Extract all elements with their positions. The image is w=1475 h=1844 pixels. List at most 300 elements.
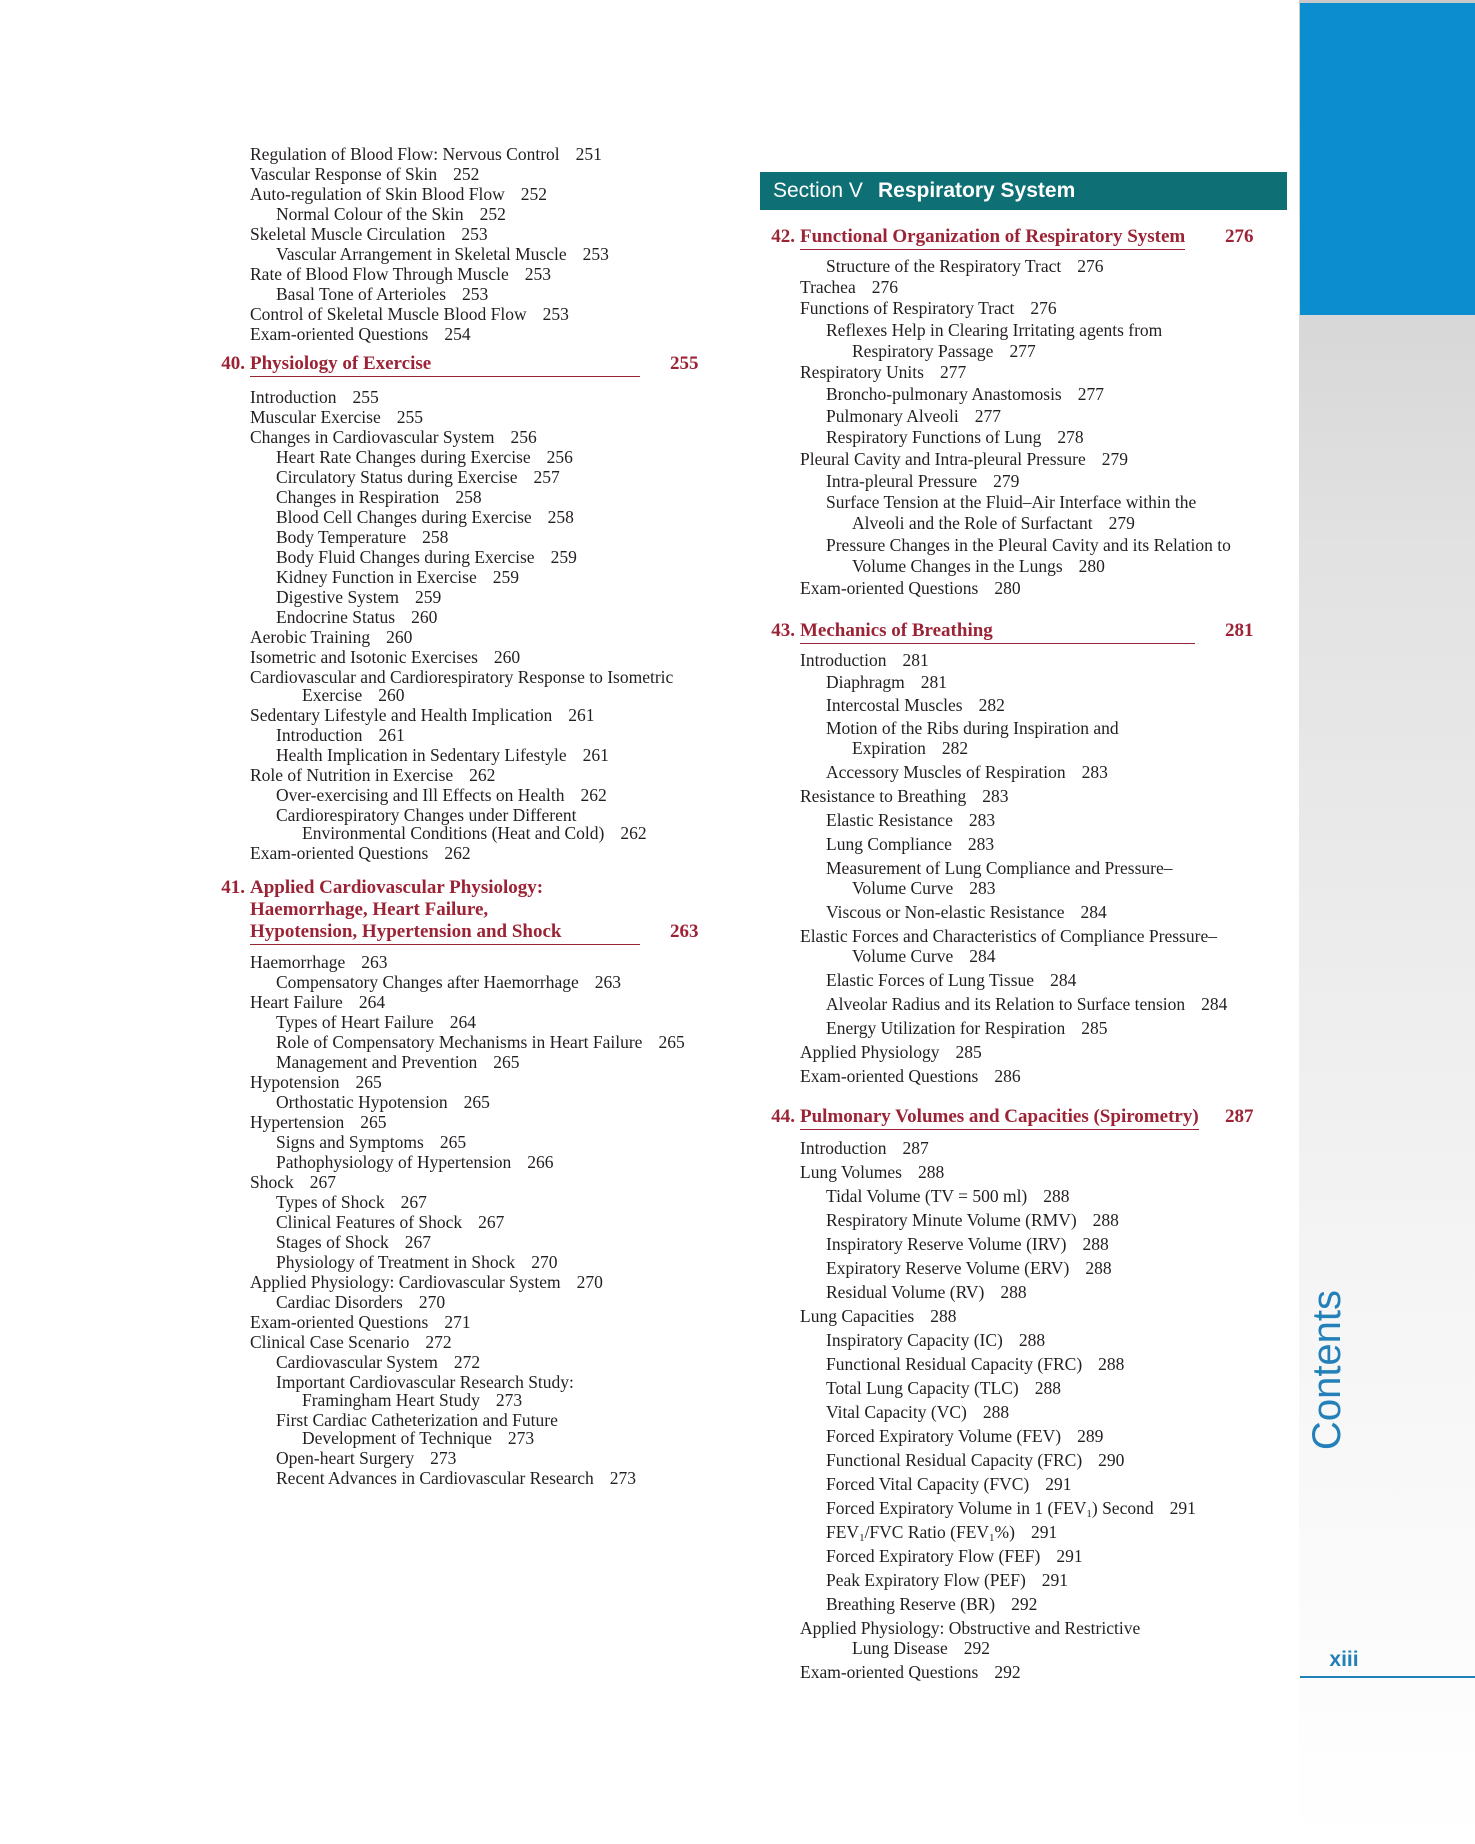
toc-page-number: 273 — [430, 1448, 457, 1468]
toc-page-number: 288 — [1085, 1258, 1112, 1278]
toc-entry[interactable] — [250, 427, 537, 447]
toc-entry[interactable] — [276, 1092, 490, 1112]
toc-entry-text: Blood Cell Changes during Exercise — [276, 507, 532, 527]
toc-entry-text: Types of Shock — [276, 1192, 385, 1212]
toc-entry[interactable] — [250, 184, 547, 204]
toc-page-number: 258 — [422, 527, 449, 547]
toc-entry[interactable] — [826, 1570, 1068, 1590]
toc-entry[interactable] — [826, 1594, 1037, 1614]
toc-entry-text: Stages of Shock — [276, 1232, 389, 1252]
toc-page-number: 279 — [993, 471, 1020, 491]
toc-page-number: 255 — [396, 407, 423, 427]
toc-page-number: 283 — [967, 834, 995, 854]
toc-page-number: 260 — [493, 647, 521, 667]
toc-entry[interactable] — [276, 725, 405, 745]
side-label — [1302, 1280, 1352, 1460]
toc-entry[interactable] — [826, 1546, 1083, 1566]
toc-entry[interactable] — [276, 507, 574, 527]
toc-entry-text: Health Implication in Sedentary Lifestyle — [276, 745, 567, 765]
toc-entry-text: Compensatory Changes after Haemorrhage — [276, 972, 579, 992]
toc-page-number: 260 — [411, 607, 438, 627]
toc-entry[interactable] — [826, 1186, 1070, 1206]
toc-entry[interactable] — [250, 992, 385, 1012]
toc-entry[interactable] — [826, 1498, 1196, 1518]
toc-entry[interactable] — [276, 487, 482, 507]
toc-entry-text: Alveoli and the Role of Surfactant — [852, 513, 1093, 533]
toc-page-number: 288 — [917, 1162, 945, 1182]
toc-entry-text: Kidney Function in Exercise — [276, 567, 477, 587]
toc-entry-text: 1 — [989, 1532, 995, 1544]
toc-page-number: 286 — [994, 1066, 1021, 1086]
toc-page-number: 255 — [352, 387, 379, 407]
toc-page-number: 265 — [493, 1052, 520, 1072]
toc-entry-text: Respiratory Units — [800, 362, 924, 382]
toc-entry-text: Elastic Forces and Characteristics of Compliance Pressure– — [800, 926, 1217, 946]
toc-entry-text: Over-exercising and Ill Effects on Health — [276, 785, 565, 805]
toc-page-number: 251 — [575, 144, 602, 164]
toc-entry-text: Respiratory Minute Volume (RMV) — [826, 1210, 1077, 1230]
toc-entry[interactable] — [826, 471, 1019, 491]
toc-entry[interactable] — [276, 1410, 558, 1430]
toc-page-number: 273 — [507, 1428, 535, 1448]
toc-entry[interactable] — [826, 902, 1107, 922]
toc-page-number: 288 — [982, 1402, 1010, 1422]
toc-entry-text: Normal Colour of the Skin — [276, 204, 464, 224]
toc-entry[interactable] — [276, 527, 448, 547]
toc-page-number: 264 — [449, 1012, 476, 1032]
toc-page-number: 281 — [920, 672, 947, 692]
toc-entry[interactable] — [250, 667, 673, 687]
toc-entry[interactable] — [800, 1042, 982, 1062]
toc-page-number: 265 — [658, 1032, 685, 1052]
toc-entry-text: Body Fluid Changes during Exercise — [276, 547, 535, 567]
toc-entry[interactable] — [826, 1354, 1124, 1374]
chapter-heading-41[interactable]: 41. Applied Cardiovascular Physiology: Haemorrhage, Heart Failure, Hypotension, Hypertension and Shock 263 — [205, 877, 725, 943]
toc-page-number: 256 — [546, 447, 573, 467]
toc-page-number: 290 — [1098, 1450, 1125, 1470]
toc-entry[interactable] — [250, 952, 387, 972]
toc-entry[interactable] — [276, 284, 488, 304]
toc-entry-text: Motion of the Ribs during Inspiration and — [826, 718, 1119, 738]
toc-entry-text: Residual Volume (RV) — [826, 1282, 985, 1302]
toc-entry-text: Surface Tension at the Fluid–Air Interface within the — [826, 492, 1197, 512]
toc-entry[interactable] — [276, 447, 573, 467]
toc-entry-text: Digestive System — [276, 587, 399, 607]
toc-page-number: 267 — [400, 1192, 427, 1212]
section-tab — [1300, 3, 1475, 315]
toc-entry[interactable] — [826, 970, 1076, 990]
toc-entry[interactable] — [800, 1306, 956, 1326]
toc-page-number: 276 — [871, 277, 898, 297]
toc-entry-text: Open-heart Surgery — [276, 1448, 415, 1468]
toc-page-number: 288 — [1034, 1378, 1061, 1398]
toc-entry-text: Measurement of Lung Compliance and Pressure– — [826, 858, 1173, 878]
toc-entry[interactable] — [800, 578, 1021, 598]
toc-entry[interactable] — [276, 587, 441, 607]
toc-entry-continued[interactable] — [302, 823, 647, 843]
toc-page-number: 291 — [1169, 1498, 1196, 1518]
toc-page-number: 259 — [550, 547, 577, 567]
toc-page-number: 261 — [378, 725, 405, 745]
toc-entry[interactable] — [800, 1066, 1021, 1086]
toc-entry-text: Skeletal Muscle Circulation — [250, 224, 446, 244]
toc-page-number: 283 — [1081, 762, 1108, 782]
toc-page-number: 272 — [453, 1352, 481, 1372]
toc-entry-continued[interactable] — [852, 738, 968, 758]
toc-entry[interactable] — [276, 785, 607, 805]
toc-entry[interactable] — [800, 786, 1008, 806]
toc-page-number: 270 — [531, 1252, 558, 1272]
toc-page-number: 288 — [1000, 1282, 1027, 1302]
toc-page-number: 291 — [1041, 1570, 1069, 1590]
toc-entry-continued[interactable] — [852, 341, 1036, 361]
toc-page-number: 284 — [1050, 970, 1077, 990]
toc-entry[interactable] — [826, 256, 1103, 276]
toc-entry[interactable] — [250, 627, 412, 647]
toc-entry[interactable] — [826, 762, 1108, 782]
toc-page-number: 252 — [479, 204, 506, 224]
toc-entry[interactable] — [800, 650, 929, 670]
toc-entry-text: First Cardiac Catheterization and Future — [276, 1410, 558, 1430]
toc-page-number: 273 — [495, 1390, 523, 1410]
toc-entry[interactable] — [826, 1210, 1119, 1230]
toc-page-number: 292 — [963, 1638, 990, 1658]
toc-entry-text: Resistance to Breathing — [800, 786, 967, 806]
toc-entry[interactable] — [250, 1312, 471, 1332]
toc-entry-text: Diaphragm — [826, 672, 905, 692]
toc-entry-text: Circulatory Status during Exercise — [276, 467, 518, 487]
toc-entry-text: Forced Expiratory Volume (FEV) — [826, 1426, 1062, 1446]
toc-entry-text: Accessory Muscles of Respiration — [826, 762, 1066, 782]
toc-page-number: 265 — [360, 1112, 387, 1132]
toc-entry[interactable] — [800, 298, 1057, 318]
toc-entry[interactable] — [250, 304, 569, 324]
toc-entry[interactable] — [250, 1172, 336, 1192]
toc-entry-text: Changes in Cardiovascular System — [250, 427, 495, 447]
toc-page-number: 262 — [580, 785, 607, 805]
toc-entry[interactable] — [276, 1212, 504, 1232]
toc-page-number: 261 — [568, 705, 595, 725]
toc-entry[interactable] — [800, 1618, 1140, 1638]
toc-entry-text: Cardiorespiratory Changes under Different — [276, 805, 577, 825]
toc-entry-text: Reflexes Help in Clearing Irritating agents from — [826, 320, 1163, 340]
toc-entry[interactable] — [276, 547, 577, 567]
toc-entry-continued[interactable] — [852, 878, 996, 898]
toc-page-number: 264 — [358, 992, 386, 1012]
toc-entry[interactable] — [276, 607, 437, 627]
toc-entry[interactable] — [800, 277, 898, 297]
toc-entry[interactable] — [250, 1272, 603, 1292]
toc-page-number: 276 — [1077, 256, 1104, 276]
toc-entry-text: Haemorrhage — [250, 952, 346, 972]
toc-entry-text: Applied Physiology — [800, 1042, 940, 1062]
toc-entry[interactable] — [276, 204, 506, 224]
toc-page-number: 270 — [418, 1292, 446, 1312]
toc-entry-text: Exam-oriented Questions — [250, 843, 429, 863]
toc-entry-continued[interactable] — [302, 1390, 522, 1410]
toc-entry-text: Exam-oriented Questions — [250, 1312, 429, 1332]
toc-entry-text: Introduction — [276, 725, 363, 745]
toc-entry[interactable] — [826, 427, 1084, 447]
toc-entry-text: Alveolar Radius and its Relation to Surface tension — [826, 994, 1186, 1014]
toc-entry-text: Inspiratory Reserve Volume (IRV) — [826, 1234, 1067, 1254]
toc-entry[interactable] — [276, 1352, 480, 1372]
toc-entry-text: Sedentary Lifestyle and Health Implication — [250, 705, 553, 725]
toc-entry[interactable] — [250, 407, 423, 427]
side-label-text: Contents — [1305, 1289, 1349, 1451]
toc-entry[interactable] — [826, 1402, 1009, 1422]
toc-entry-text: Heart Failure — [250, 992, 343, 1012]
toc-page-number: 265 — [439, 1132, 467, 1152]
toc-entry[interactable] — [250, 647, 520, 667]
toc-entry-text: Cardiac Disorders — [276, 1292, 403, 1312]
toc-entry-text: Hypertension — [250, 1112, 345, 1132]
toc-page-number: 279 — [1108, 513, 1135, 533]
toc-page-number: 280 — [1078, 556, 1105, 576]
toc-entry-text: Respiratory Passage — [852, 341, 994, 361]
toc-entry[interactable] — [826, 1234, 1109, 1254]
toc-entry-text: FEV — [826, 1522, 860, 1542]
toc-entry[interactable] — [250, 765, 495, 785]
toc-entry[interactable] — [250, 1072, 382, 1092]
toc-page-number: 267 — [404, 1232, 432, 1252]
toc-page-number: 253 — [461, 224, 488, 244]
toc-page-number: 253 — [524, 264, 552, 284]
toc-entry[interactable] — [276, 1252, 557, 1272]
toc-entry-text: Exam-oriented Questions — [800, 1066, 979, 1086]
toc-entry[interactable] — [800, 449, 1128, 469]
toc-entry[interactable] — [826, 1378, 1061, 1398]
toc-entry[interactable] — [276, 805, 576, 825]
toc-page-number: 283 — [968, 810, 996, 830]
toc-entry-text: Respiratory Functions of Lung — [826, 427, 1042, 447]
toc-entry[interactable] — [250, 264, 551, 284]
toc-entry-continued[interactable] — [302, 685, 405, 705]
toc-entry-text: Vital Capacity (VC) — [826, 1402, 967, 1422]
toc-entry[interactable] — [826, 672, 947, 692]
toc-entry[interactable] — [250, 164, 479, 184]
toc-entry-text: Signs and Symptoms — [276, 1132, 424, 1152]
toc-entry[interactable] — [250, 144, 602, 164]
toc-entry[interactable] — [276, 567, 519, 587]
toc-entry[interactable] — [826, 492, 1196, 512]
toc-page-number: 277 — [939, 362, 967, 382]
toc-entry-text: Applied Physiology: Obstructive and Restrictive — [800, 1618, 1141, 1638]
toc-entry[interactable] — [276, 972, 621, 992]
toc-entry[interactable] — [826, 834, 994, 854]
toc-page-number: 256 — [510, 427, 537, 447]
toc-entry-text: Intercostal Muscles — [826, 695, 963, 715]
chapter-heading-44[interactable]: 44. Pulmonary Volumes and Capacities (Spirometry) 287 — [755, 1106, 1288, 1130]
toc-page-number: 289 — [1077, 1426, 1104, 1446]
toc-page-number: 265 — [463, 1092, 490, 1112]
toc-entry-text: %) — [994, 1522, 1015, 1542]
section-title: Respiratory System — [878, 179, 1076, 202]
toc-entry[interactable] — [250, 843, 471, 863]
toc-entry[interactable] — [276, 1132, 466, 1152]
toc-entry-text: Vascular Arrangement in Skeletal Muscle — [276, 244, 567, 264]
toc-entry[interactable] — [800, 1138, 929, 1158]
toc-entry[interactable] — [826, 858, 1173, 878]
toc-entry[interactable] — [800, 926, 1217, 946]
page-number — [1300, 1648, 1475, 1678]
toc-page-number: 291 — [1056, 1546, 1083, 1566]
toc-entry[interactable] — [250, 224, 488, 244]
toc-entry[interactable] — [250, 324, 471, 344]
toc-entry-continued[interactable] — [852, 513, 1135, 533]
toc-entry-text: /FVC Ratio (FEV — [864, 1522, 990, 1542]
toc-entry-text: Forced Expiratory Flow (FEF) — [826, 1546, 1041, 1566]
toc-entry[interactable] — [276, 1232, 431, 1252]
toc-entry[interactable] — [826, 994, 1227, 1014]
toc-entry-text: Auto-regulation of Skin Blood Flow — [250, 184, 505, 204]
toc-entry[interactable] — [826, 320, 1162, 340]
page-number-rule — [1300, 1676, 1475, 1678]
toc-page-number: 259 — [414, 587, 442, 607]
toc-page-number: 284 — [1201, 994, 1228, 1014]
toc-entry[interactable] — [826, 695, 1005, 715]
toc-page-number: 291 — [1030, 1522, 1058, 1542]
toc-page-number: 291 — [1045, 1474, 1072, 1494]
toc-entry-text: Hypotension — [250, 1072, 340, 1092]
toc-entry-continued[interactable] — [302, 1428, 534, 1448]
toc-entry[interactable] — [276, 467, 560, 487]
toc-page-number: 262 — [444, 843, 471, 863]
toc-page-number: 262 — [469, 765, 496, 785]
toc-entry-text: Environmental Conditions (Heat and Cold) — [302, 823, 605, 843]
toc-page-number: 253 — [582, 244, 609, 264]
toc-page-number: 276 — [1030, 298, 1057, 318]
toc-page-number: 254 — [444, 324, 471, 344]
toc-entry-text: Rate of Blood Flow Through Muscle — [250, 264, 509, 284]
toc-entry-text: Lung Capacities — [800, 1306, 915, 1326]
section-banner — [760, 172, 1287, 210]
toc-page-number: 292 — [1011, 1594, 1038, 1614]
toc-entry-text: Exercise — [302, 685, 363, 705]
toc-entry-text: Shock — [250, 1172, 294, 1192]
toc-entry-text: Applied Physiology: Cardiovascular System — [250, 1272, 561, 1292]
toc-page-number: 292 — [994, 1662, 1021, 1682]
toc-entry-text: Pulmonary Alveoli — [826, 406, 959, 426]
toc-entry[interactable] — [826, 384, 1104, 404]
toc-entry[interactable] — [826, 1450, 1124, 1470]
toc-entry-continued[interactable] — [852, 556, 1105, 576]
toc-page-number: 262 — [620, 823, 647, 843]
toc-entry[interactable] — [826, 1258, 1112, 1278]
toc-page-number: 282 — [941, 738, 969, 758]
toc-entry-text: Elastic Forces of Lung Tissue — [826, 970, 1035, 990]
toc-entry[interactable] — [826, 718, 1119, 738]
toc-entry[interactable] — [276, 1448, 456, 1468]
toc-page-number: 288 — [930, 1306, 957, 1326]
toc-entry[interactable] — [800, 1162, 944, 1182]
toc-entry[interactable] — [826, 1330, 1045, 1350]
toc-entry[interactable] — [826, 1474, 1072, 1494]
toc-entry[interactable] — [276, 1032, 685, 1052]
toc-entry[interactable] — [826, 535, 1231, 555]
toc-entry[interactable] — [250, 1332, 452, 1352]
toc-entry[interactable] — [276, 244, 609, 264]
toc-entry[interactable] — [276, 1372, 574, 1392]
toc-entry-text: ) Second — [1091, 1498, 1154, 1518]
chapter-heading-40[interactable]: 40. Physiology of Exercise 255 — [205, 353, 725, 377]
toc-entry-text: Cardiovascular System — [276, 1352, 438, 1372]
toc-entry[interactable] — [826, 810, 995, 830]
toc-entry[interactable] — [276, 745, 609, 765]
toc-page-number: 288 — [1098, 1354, 1125, 1374]
toc-entry[interactable] — [276, 1012, 476, 1032]
toc-entry-text: Volume Curve — [852, 946, 954, 966]
toc-page-number: 285 — [1081, 1018, 1108, 1038]
toc-entry-text: Exam-oriented Questions — [250, 324, 429, 344]
toc-entry-text: Clinical Features of Shock — [276, 1212, 463, 1232]
toc-page-number: 288 — [1018, 1330, 1046, 1350]
toc-entry-text: Lung Volumes — [800, 1162, 902, 1182]
toc-entry[interactable] — [800, 362, 966, 382]
toc-entry-continued[interactable] — [852, 946, 996, 966]
toc-entry[interactable] — [250, 1112, 387, 1132]
toc-entry-text: Functional Residual Capacity (FRC) — [826, 1450, 1083, 1470]
toc-page-number: 288 — [1043, 1186, 1070, 1206]
toc-page-number: 277 — [1077, 384, 1104, 404]
toc-entry-text: Introduction — [800, 1138, 887, 1158]
toc-entry-text: Heart Rate Changes during Exercise — [276, 447, 531, 467]
toc-page-number: 271 — [444, 1312, 471, 1332]
toc-entry-text: Total Lung Capacity (TLC) — [826, 1378, 1019, 1398]
toc-entry-text: Exam-oriented Questions — [800, 1662, 979, 1682]
toc-entry[interactable] — [826, 1018, 1108, 1038]
toc-entry-text: Endocrine Status — [276, 607, 396, 627]
toc-entry-text: Structure of the Respiratory Tract — [826, 256, 1062, 276]
toc-page-number: 283 — [969, 878, 996, 898]
toc-entry[interactable] — [276, 1152, 554, 1172]
toc-entry-text: Breathing Reserve (BR) — [826, 1594, 996, 1614]
toc-page-number: 277 — [1009, 341, 1036, 361]
toc-page-number: 282 — [978, 695, 1005, 715]
toc-entry[interactable] — [250, 705, 595, 725]
toc-entry[interactable] — [826, 406, 1001, 426]
toc-entry-continued[interactable] — [852, 1638, 990, 1658]
toc-entry[interactable] — [276, 1292, 445, 1312]
toc-page-number: 288 — [1082, 1234, 1109, 1254]
toc-entry[interactable] — [276, 1192, 427, 1212]
toc-entry-text: Volume Changes in the Lungs — [852, 556, 1063, 576]
toc-entry[interactable] — [250, 387, 379, 407]
toc-entry-text: Energy Utilization for Respiration — [826, 1018, 1066, 1038]
toc-entry[interactable] — [276, 1468, 636, 1488]
toc-entry-text: Aerobic Training — [250, 627, 371, 647]
toc-page-number: 253 — [542, 304, 569, 324]
toc-entry-text: Isometric and Isotonic Exercises — [250, 647, 478, 667]
toc-page-number: 260 — [378, 685, 405, 705]
toc-entry[interactable] — [826, 1522, 1057, 1542]
toc-entry[interactable] — [276, 1052, 519, 1072]
chapter-heading-43[interactable]: 43. Mechanics of Breathing 281 — [755, 620, 1288, 644]
toc-page-number: 283 — [982, 786, 1009, 806]
toc-entry-text: Management and Prevention — [276, 1052, 478, 1072]
toc-page-number: 277 — [974, 406, 1001, 426]
chapter-heading-42[interactable]: 42. Functional Organization of Respiratory System 276 — [755, 226, 1288, 250]
toc-entry-text: Forced Expiratory Volume in 1 (FEV — [826, 1498, 1087, 1518]
toc-entry-text: Introduction — [800, 650, 887, 670]
toc-entry[interactable] — [826, 1282, 1027, 1302]
toc-entry-text: Exam-oriented Questions — [800, 578, 979, 598]
toc-entry-text: Important Cardiovascular Research Study: — [276, 1372, 574, 1392]
toc-entry[interactable] — [826, 1426, 1103, 1446]
toc-entry-text: Intra-pleural Pressure — [826, 471, 978, 491]
toc-page-number: 287 — [902, 1138, 929, 1158]
toc-entry[interactable] — [800, 1662, 1021, 1682]
